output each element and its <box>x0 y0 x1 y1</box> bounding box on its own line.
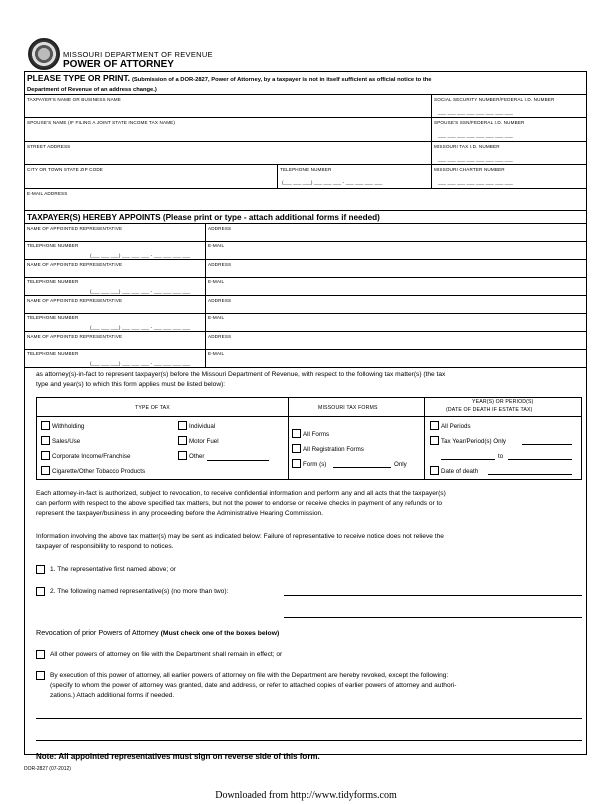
city-label: CITY OR TOWN STATE ZIP CODE <box>27 167 104 172</box>
rep-address-label: ADDRESS <box>208 334 232 339</box>
rep-phone-label: TELEPHONE NUMBER <box>27 351 79 356</box>
tax-year-checkbox[interactable] <box>430 436 439 445</box>
revoke-opt2-label <box>50 671 584 701</box>
rep-phone-label: TELEPHONE NUMBER <box>27 315 79 320</box>
email-label: E-MAIL ADDRESS <box>27 191 68 196</box>
rep-email-label: E-MAIL <box>208 315 225 320</box>
individual-label: Individual <box>189 423 216 430</box>
spouse-ssn-label: SPOUSE'S SSN/FEDERAL I.D. NUMBER <box>434 120 525 125</box>
revoke-opt2-line-3: zations.) Attach additional forms if needed. <box>50 692 175 699</box>
all-periods-label: All Periods <box>441 423 471 430</box>
download-url-link[interactable]: http://www.tidyforms.com <box>290 790 397 801</box>
rep-phone-input[interactable]: (___ ___ ___) ___ ___ ___ - ___ ___ ___ ___ <box>90 289 191 294</box>
other-input[interactable] <box>207 460 269 461</box>
rep-named-input-2[interactable] <box>284 617 582 618</box>
rep-phone-label: TELEPHONE NUMBER <box>27 279 79 284</box>
taxpayer-phone-label: TELEPHONE NUMBER <box>280 167 332 172</box>
ssn-label: SOCIAL SECURITY NUMBER/FEDERAL I.D. NUMBER <box>434 97 555 102</box>
taxpayer-phone-input[interactable]: (___ ___ ___) ___ ___ ___ - ___ ___ ___ ___ <box>282 180 383 185</box>
all-reg-forms-checkbox[interactable] <box>292 444 301 453</box>
info-opt2-checkbox[interactable] <box>36 587 45 596</box>
rep-email-label: E-MAIL <box>208 351 225 356</box>
missouri-seal-icon <box>28 38 60 70</box>
mo-tax-id-label: MISSOURI TAX I.D. NUMBER <box>434 144 500 149</box>
cigarette-label: Cigarette/Other Tobacco Products <box>52 468 146 475</box>
info-text <box>36 532 584 552</box>
period-to-input[interactable] <box>508 459 572 460</box>
download-footer <box>0 790 612 801</box>
authority-line-1: Each attorney-in-fact is authorized, subject to revocation, to receive confidential information and perform any and all acts that the taxpayer(s) <box>36 490 446 497</box>
spouse-ssn-input[interactable]: ___ ___ ___ ___ ___ ___ ___ ___ <box>438 133 513 138</box>
rep-named-input-1[interactable] <box>284 595 582 596</box>
instructions-lead: PLEASE TYPE OR PRINT. <box>27 73 130 83</box>
revoke-except-input-1[interactable] <box>36 718 582 719</box>
attorney-text-line-1: as attorney(s)-in-fact to represent taxpayer(s) before the Missouri Department of Revenue, with respect to the following tax matter(s) (the tax <box>36 371 446 378</box>
charter-input[interactable]: ___ ___ ___ ___ ___ ___ ___ ___ <box>438 180 513 185</box>
corporate-checkbox[interactable] <box>41 451 50 460</box>
revoke-opt2-line-1: By execution of this power of attorney, all earlier powers of attorney on file with the Department are hereby revoked, except the following: <box>50 672 449 679</box>
form-no-input[interactable] <box>333 467 391 468</box>
attorney-text <box>36 370 581 390</box>
ssn-input[interactable]: ___ ___ ___ ___ ___ ___ ___ ___ <box>438 110 513 115</box>
authority-line-2: can perform with respect to the above specified tax matters, but not the power to endorse or receive checks in payment of any refunds or to <box>36 500 443 507</box>
revocation-title-text: Revocation of prior Powers of Attorney <box>36 628 159 637</box>
rep-email-label: E-MAIL <box>208 279 225 284</box>
authority-text <box>36 489 584 519</box>
authority-line-3: represent the taxpayer/business in any proceeding before the Administrative Hearing Commission. <box>36 510 323 517</box>
revoke-opt1-label: All other powers of attorney on file with the Department shall remain in effect; or <box>50 651 283 658</box>
spouse-name-label: SPOUSE'S NAME (IF FILING A JOINT STATE INCOME TAX NAME) <box>27 120 176 125</box>
instructions-note-2: Department of Revenue of an address change.) <box>27 86 157 93</box>
all-reg-forms-label: All Registration Forms <box>303 446 364 453</box>
rep-address-label: ADDRESS <box>208 298 232 303</box>
col-date-of-death: (DATE OF DEATH IF ESTATE TAX) <box>446 407 533 413</box>
all-forms-checkbox[interactable] <box>292 429 301 438</box>
sales-use-label: Sales/Use <box>52 438 81 445</box>
individual-checkbox[interactable] <box>178 421 187 430</box>
tax-year-input[interactable] <box>522 444 572 445</box>
info-line-1: Information involving the above tax matter(s) may be sent as indicated below: Failure of representative to receive notice does not relieve the <box>36 533 444 540</box>
mo-tax-id-input[interactable]: ___ ___ ___ ___ ___ ___ ___ ___ <box>438 157 513 162</box>
only-label: Only <box>394 461 407 468</box>
revoke-opt2-line-2: (specify to whom the power of attorney was granted, date and address, or refer to attached copies of earlier powers of attorney and authori- <box>50 682 457 689</box>
cigarette-checkbox[interactable] <box>41 466 50 475</box>
attorney-text-line-2: type and year(s) to which this form applies must be listed below): <box>36 381 226 388</box>
all-periods-checkbox[interactable] <box>430 421 439 430</box>
dod-label: Date of death <box>441 468 479 475</box>
dod-checkbox[interactable] <box>430 466 439 475</box>
col-type-of-tax: TYPE OF TAX <box>135 405 170 411</box>
form-no-label: Form (s) <box>303 461 327 468</box>
rep-name-label: NAME OF APPOINTED REPRESENTATIVE <box>27 298 123 303</box>
motor-fuel-label: Motor Fuel <box>189 438 219 445</box>
info-line-2: taxpayer of responsibility to respond to notices. <box>36 543 174 550</box>
rep-address-label: ADDRESS <box>208 262 232 267</box>
period-from-input[interactable] <box>441 459 495 460</box>
dod-input[interactable] <box>488 474 572 475</box>
form-no-checkbox[interactable] <box>292 459 301 468</box>
street-label: STREET ADDRESS <box>27 144 71 149</box>
rep-phone-input[interactable]: (___ ___ ___) ___ ___ ___ - ___ ___ ___ ___ <box>90 325 191 330</box>
tax-year-label: Tax Year/Period(s) Only <box>441 438 506 445</box>
col-mo-tax-forms: MISSOURI TAX FORMS <box>318 405 378 411</box>
withholding-label: Withholding <box>52 423 85 430</box>
sales-use-checkbox[interactable] <box>41 436 50 445</box>
revocation-title-bold: (Must check one of the boxes below) <box>160 630 280 637</box>
form-id: DOR-2827 (07-2012) <box>24 766 71 772</box>
revoke-opt2-checkbox[interactable] <box>36 671 45 680</box>
info-opt1-checkbox[interactable] <box>36 565 45 574</box>
appoints-title: TAXPAYER(S) HEREBY APPOINTS (Please print or type - attach additional forms if needed) <box>27 213 380 222</box>
instructions <box>27 74 583 94</box>
rep-name-label: NAME OF APPOINTED REPRESENTATIVE <box>27 226 123 231</box>
rep-name-label: NAME OF APPOINTED REPRESENTATIVE <box>27 334 123 339</box>
footer-note: Note: All appointed representatives must sign on reverse side of this form. <box>36 752 320 761</box>
motor-fuel-checkbox[interactable] <box>178 436 187 445</box>
all-forms-label: All Forms <box>303 431 330 438</box>
downloaded-label: Downloaded from <box>215 790 289 801</box>
col-years: YEAR(S) OR PERIOD(S) <box>472 399 534 405</box>
withholding-checkbox[interactable] <box>41 421 50 430</box>
revoke-opt1-checkbox[interactable] <box>36 650 45 659</box>
info-opt1-label: 1. The representative first named above; or <box>50 566 176 573</box>
rep-phone-input[interactable]: (___ ___ ___) ___ ___ ___ - ___ ___ ___ ___ <box>90 361 191 366</box>
rep-email-label: E-MAIL <box>208 243 225 248</box>
rep-phone-input[interactable]: (___ ___ ___) ___ ___ ___ - ___ ___ ___ ___ <box>90 253 191 258</box>
instructions-note-1: (Submission of a DOR-2827, Power of Attorney, by a taxpayer is not in itself sufficient as official notice to the <box>131 77 432 83</box>
rep-name-label: NAME OF APPOINTED REPRESENTATIVE <box>27 262 123 267</box>
rep-phone-label: TELEPHONE NUMBER <box>27 243 79 248</box>
info-opt2-label: 2. The following named representative(s) (no more than two): <box>50 588 229 595</box>
corporate-label: Corporate Income/Franchise <box>52 453 131 460</box>
taxpayer-name-label: TAXPAYER'S NAME OR BUSINESS NAME <box>27 97 121 102</box>
revoke-except-input-2[interactable] <box>36 740 582 741</box>
charter-label: MISSOURI CHARTER NUMBER <box>434 167 505 172</box>
form-title: POWER OF ATTORNEY <box>63 59 174 70</box>
to-label: to <box>498 453 504 460</box>
agency-name: MISSOURI DEPARTMENT OF REVENUE <box>63 50 213 59</box>
other-label: Other <box>189 453 205 460</box>
revocation-title <box>36 628 279 637</box>
rep-address-label: ADDRESS <box>208 226 232 231</box>
other-checkbox[interactable] <box>178 451 187 460</box>
